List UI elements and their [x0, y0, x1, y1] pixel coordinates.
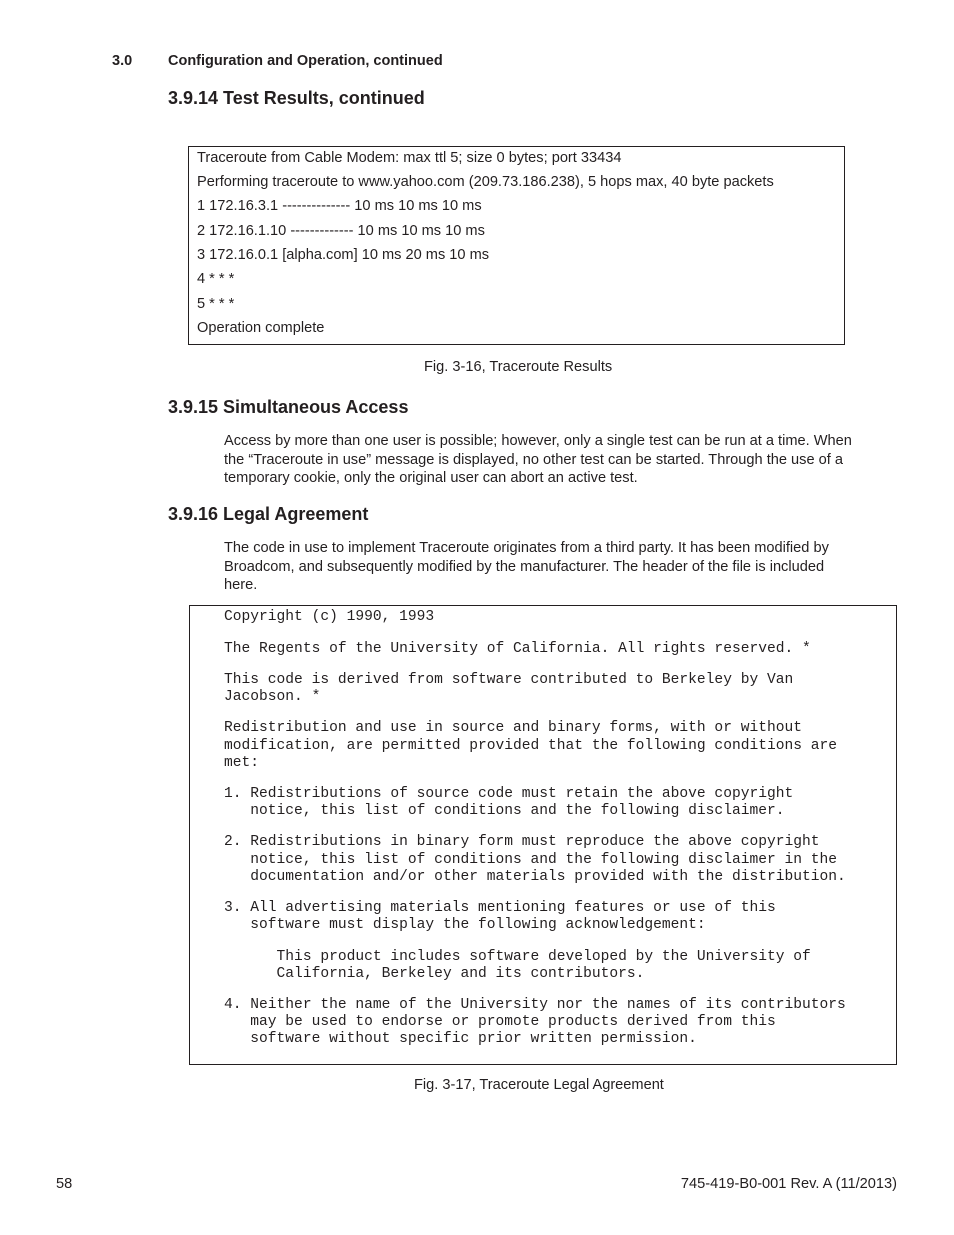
- paragraph-line: the “Traceroute in use” message is displayed, no other test can be started. Through the use of a: [224, 451, 843, 468]
- license-line: 3. All advertising materials mentioning features or use of this: [224, 900, 776, 916]
- license-line: software must display the following acknowledgement:: [224, 917, 706, 933]
- trace-line: 1 172.16.3.1 -------------- 10 ms 10 ms 10 ms: [197, 198, 482, 214]
- license-line: 2. Redistributions in binary form must reproduce the above copyright: [224, 834, 820, 850]
- license-line: may be used to endorse or promote products derived from this: [224, 1014, 776, 1030]
- figure-caption: Fig. 3-16, Traceroute Results: [424, 359, 613, 375]
- license-line: This product includes software developed by the University of: [224, 949, 811, 965]
- section-number: 3.0: [112, 53, 133, 69]
- license-line: documentation and/or other materials provided with the distribution.: [224, 869, 846, 885]
- paragraph-line: temporary cookie, only the original user can abort an active test.: [224, 470, 638, 486]
- license-line: 4. Neither the name of the University nor the names of its contributors: [224, 997, 846, 1013]
- legal-agreement-paragraph: [224, 539, 900, 595]
- trace-line: 2 172.16.1.10 ------------- 10 ms 10 ms 10 ms: [197, 223, 485, 239]
- paragraph-line: Broadcom, and subsequently modified by the manufacturer. The header of the file is included: [224, 558, 825, 575]
- license-line: California, Berkeley and its contributors.: [224, 966, 645, 982]
- license-line: notice, this list of conditions and the following disclaimer in the: [224, 852, 838, 868]
- license-line: The Regents of the University of California. All rights reserved. *: [224, 641, 811, 657]
- figure-caption: Fig. 3-17, Traceroute Legal Agreement: [414, 1077, 664, 1093]
- paragraph-line: here.: [224, 577, 258, 593]
- license-text-box: [189, 605, 897, 1065]
- section-title: Configuration and Operation, continued: [168, 53, 443, 69]
- license-line: Jacobson. *: [224, 689, 321, 705]
- page-number: 58: [56, 1176, 73, 1192]
- trace-line: Operation complete: [197, 320, 325, 336]
- license-line: Copyright (c) 1990, 1993: [224, 609, 435, 625]
- traceroute-results-box: [188, 146, 845, 345]
- license-line: software without specific prior written permission.: [224, 1031, 697, 1047]
- license-line: met:: [224, 755, 260, 771]
- simultaneous-access-paragraph: [224, 432, 900, 488]
- legal-agreement-heading: 3.9.16 Legal Agreement: [168, 504, 369, 524]
- trace-line: 4 * * *: [197, 271, 235, 287]
- license-line: This code is derived from software contributed to Berkeley by Van: [224, 672, 794, 688]
- trace-line: Traceroute from Cable Modem: max ttl 5; size 0 bytes; port 33434: [197, 150, 622, 166]
- simultaneous-access-heading: 3.9.15 Simultaneous Access: [168, 397, 409, 417]
- test-results-heading: 3.9.14 Test Results, continued: [168, 88, 425, 108]
- paragraph-line: The code in use to implement Traceroute originates from a third party. It has been modified by: [224, 540, 829, 556]
- license-line: modification, are permitted provided that the following conditions are: [224, 738, 838, 754]
- trace-line: 5 * * *: [197, 296, 235, 312]
- trace-line: 3 172.16.0.1 [alpha.com] 10 ms 20 ms 10 ms: [197, 247, 490, 263]
- license-line: notice, this list of conditions and the following disclaimer.: [224, 803, 785, 819]
- trace-line: Performing traceroute to www.yahoo.com (209.73.186.238), 5 hops max, 40 byte packets: [197, 174, 774, 190]
- license-line: Redistribution and use in source and binary forms, with or without: [224, 720, 803, 736]
- document-number: 745-419-B0-001 Rev. A (11/2013): [680, 1176, 897, 1192]
- paragraph-line: Access by more than one user is possible; however, only a single test can be run at a time. When: [224, 433, 852, 449]
- license-line: 1. Redistributions of source code must retain the above copyright: [224, 786, 794, 802]
